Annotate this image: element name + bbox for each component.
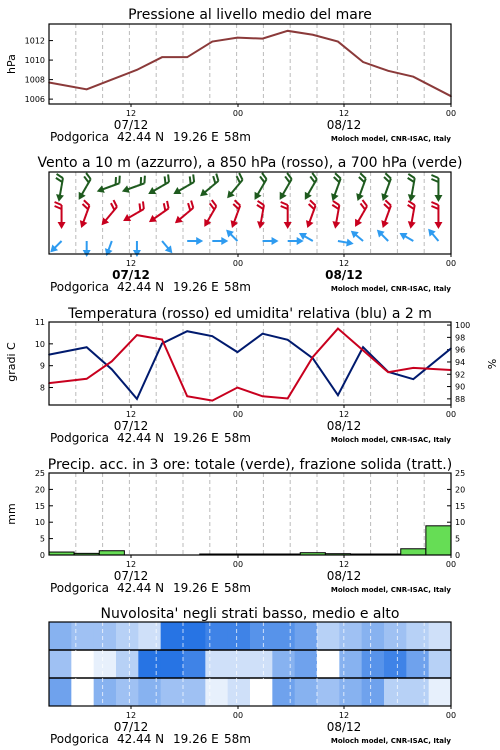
cloud-cell (94, 650, 117, 678)
wind-day-label: 07/12 (112, 268, 150, 282)
precip-model-credit: Moloch model, CNR-ISAC, Italy (330, 586, 451, 594)
wind-barb-feather (431, 206, 438, 209)
humidity-y-tick-label: 94 (455, 357, 466, 367)
wind-barb-feather (281, 206, 288, 209)
wind-barb-tail (137, 183, 145, 186)
temperature-point (237, 387, 239, 389)
temperature-hour-label: 00 (445, 410, 457, 419)
precip-hour-label: 00 (232, 560, 244, 569)
wind-barb-head (276, 192, 286, 202)
pressure-point (161, 56, 163, 58)
wind-barb-tail (388, 205, 391, 213)
wind-barb (212, 237, 228, 245)
cloud-cell (183, 678, 206, 706)
cloud-cell (71, 650, 94, 678)
wind-barb (404, 174, 420, 202)
humidity-y-tick-label: 90 (455, 382, 466, 392)
temperature-y-tick-label: 9 (39, 361, 45, 371)
wind-barb (349, 200, 372, 229)
cloud-day-label: 08/12 (326, 720, 362, 734)
wind-barb-head (352, 219, 362, 229)
cloud-cell (116, 622, 139, 650)
cloud-station-name: Podgorica (50, 732, 109, 746)
temperature-model-credit: Moloch model, CNR-ISAC, Italy (330, 436, 451, 444)
wind-hour-label: 00 (445, 259, 457, 268)
temperature-point (161, 339, 163, 341)
cloud-cell (161, 622, 184, 650)
cloud-hour-label: 12 (125, 711, 137, 720)
cloud-cell (183, 650, 206, 678)
wind-barb-feather (165, 174, 171, 182)
temperature-y-tick-label: 8 (39, 383, 45, 393)
wind-barb-head (397, 230, 407, 240)
wind-barb (351, 173, 371, 202)
precip-y-tick-label: 15 (34, 501, 45, 511)
wind-barb (374, 227, 391, 244)
pressure-point (237, 37, 239, 39)
temperature-y-tick-label: 10 (34, 339, 45, 349)
cloud-station-lat: 42.44 N (117, 732, 165, 746)
wind-barb-head (331, 221, 340, 229)
wind-barb-feather (408, 174, 415, 178)
temperature-station-alt: 58m (224, 431, 251, 445)
wind-barb (170, 201, 198, 227)
pressure-model-credit: Moloch model, CNR-ISAC, Italy (330, 135, 451, 143)
wind-barb-head (407, 221, 416, 229)
wind-barb-head (196, 237, 203, 245)
cloud-cell (339, 622, 362, 650)
cloud-cell (161, 650, 184, 678)
cloud-cell (138, 678, 161, 706)
cloud-model-credit: Moloch model, CNR-ISAC, Italy (330, 737, 451, 745)
humidity-point (337, 394, 339, 396)
cloud-cell (362, 650, 385, 678)
wind-barb (170, 174, 199, 197)
temperature-point (413, 367, 415, 369)
cloud-cell (49, 650, 72, 678)
wind-barb-tail (313, 205, 316, 213)
wind-barb-feather (140, 201, 146, 209)
pressure-title: Pressione al livello medio del mare (128, 7, 372, 23)
pressure-point (387, 70, 389, 72)
temperature-point (312, 356, 314, 358)
wind-barb (431, 175, 442, 202)
wind-barb-head (407, 194, 416, 202)
wind-barb (299, 173, 322, 202)
wind-barb (120, 201, 149, 224)
wind-hour-label: 12 (125, 259, 137, 268)
wind-hour-label: 00 (232, 259, 244, 268)
wind-model-credit: Moloch model, CNR-ISAC, Italy (330, 285, 451, 293)
cloud-cell (384, 678, 407, 706)
precip-y-axis-label: mm (5, 503, 18, 525)
cloud-cell (116, 678, 139, 706)
cloud-cell (183, 622, 206, 650)
temperature-point (212, 400, 214, 402)
pressure-point (287, 30, 289, 32)
temperature-line (49, 329, 451, 401)
wind-barb (96, 200, 122, 228)
wind-barb (425, 226, 441, 243)
pressure-point (186, 56, 188, 58)
pressure-station-lon: 19.26 E (173, 130, 219, 144)
wind-barb-feather (56, 174, 63, 178)
temperature-point (136, 334, 138, 336)
temperature-point (337, 328, 339, 330)
precip-bar (426, 526, 451, 555)
wind-barb (431, 202, 442, 229)
wind-barb-feather (191, 174, 197, 182)
pressure-point (362, 61, 364, 63)
humidity-y-tick-label: 100 (455, 321, 471, 331)
wind-barb-head (55, 194, 64, 202)
precip-y-tick-label-right: 15 (455, 501, 466, 511)
wind-barb (145, 201, 173, 225)
cloud-cell (228, 678, 251, 706)
precip-day-label: 08/12 (326, 569, 362, 583)
temperature-point (186, 395, 188, 397)
precip-hour-label: 12 (125, 560, 137, 569)
precip-y-tick-label: 20 (34, 485, 45, 495)
wind-barb-head (95, 185, 104, 195)
pressure-y-tick-label: 1006 (24, 95, 45, 105)
wind-barb (94, 176, 123, 196)
pressure-line (49, 31, 451, 96)
temperature-station-lat: 42.44 N (117, 431, 165, 445)
cloud-cell (339, 678, 362, 706)
wind-barb-tail (363, 178, 366, 186)
humidity-point (362, 346, 364, 348)
humidity-y-tick-label: 92 (455, 370, 466, 380)
cloud-station-lon: 19.26 E (173, 732, 219, 746)
humidity-line (49, 331, 451, 399)
wind-barb-head (121, 185, 130, 195)
wind-hour-label: 12 (338, 259, 350, 268)
cloud-cell (49, 622, 72, 650)
pressure-y-axis-label: hPa (5, 54, 18, 74)
cloud-cell (71, 622, 94, 650)
precip-station-alt: 58m (224, 581, 251, 595)
precip-y-tick-label-right: 20 (455, 485, 466, 495)
humidity-point (237, 351, 239, 353)
humidity-point (262, 333, 264, 335)
cloud-cell (362, 678, 385, 706)
precip-y-tick-label: 10 (34, 518, 45, 528)
wind-barb (274, 173, 297, 202)
pressure-day-label: 08/12 (326, 118, 362, 132)
precip-y-tick-label: 25 (34, 469, 45, 478)
wind-barb (187, 237, 203, 245)
cloud-cell (429, 622, 452, 650)
cloud-cell (272, 650, 295, 678)
wind-barb-feather (408, 201, 415, 205)
cloud-cell (295, 622, 318, 650)
precip-y-tick-label-right: 10 (455, 518, 466, 528)
wind-barb (120, 176, 149, 196)
cloud-cell (94, 678, 117, 706)
cloud-cell (205, 650, 228, 678)
wind-barb (326, 173, 346, 202)
wind-barb-tail (112, 183, 120, 186)
pressure-point (312, 34, 314, 36)
pressure-point (337, 41, 339, 43)
temperature-day-label: 07/12 (113, 419, 149, 433)
cloud-cell (49, 678, 72, 706)
precip-y-tick-label: 0 (39, 551, 45, 560)
cloud-hour-label: 12 (338, 711, 350, 720)
precip-y-tick-label-right: 5 (455, 534, 461, 544)
wind-station-lon: 19.26 E (173, 280, 219, 294)
wind-barb (47, 238, 64, 255)
wind-barb-head (58, 222, 66, 229)
wind-barb-feather (117, 176, 122, 184)
cloud-cell (406, 678, 429, 706)
wind-barb (83, 241, 91, 257)
precip-frame (49, 473, 451, 555)
cloud-cell (250, 622, 273, 650)
humidity-point (212, 335, 214, 337)
temperature-hour-label: 12 (338, 410, 350, 419)
wind-barb-head (146, 187, 156, 197)
humidity-point (287, 339, 289, 341)
wind-barb-tail (237, 205, 240, 213)
wind-barb-tail (263, 205, 264, 213)
temperature-point (387, 371, 389, 373)
humidity-y-tick-label: 88 (455, 394, 466, 404)
wind-barb (337, 237, 354, 248)
cloud-title: Nuvolosita' negli strati basso, medio e alto (100, 606, 400, 622)
cloud-station-alt: 58m (224, 732, 251, 746)
humidity-point (413, 378, 415, 380)
temperature-title: Temperatura (rosso) ed umidita' relativa (blu) a 2 m (68, 306, 432, 322)
wind-barb (404, 201, 420, 229)
wind-barb-head (284, 222, 292, 229)
wind-barb (397, 230, 415, 245)
pressure-day-label: 07/12 (113, 118, 149, 132)
wind-barb (249, 173, 272, 202)
wind-barb-tail (62, 178, 63, 186)
temperature-point (287, 398, 289, 400)
cloud-hour-label: 00 (445, 711, 457, 720)
cloud-cell (429, 650, 452, 678)
cloud-cell (228, 650, 251, 678)
wind-barb-head (171, 187, 181, 197)
cloud-cell (250, 650, 273, 678)
wind-barb-feather (431, 175, 438, 178)
cloud-cell (94, 622, 117, 650)
wind-barb-tail (413, 178, 414, 186)
wind-barb-tail (413, 205, 414, 213)
pressure-station-lat: 42.44 N (117, 130, 165, 144)
cloud-cell (272, 678, 295, 706)
wind-barb (159, 238, 175, 255)
humidity-y-tick-label: 96 (455, 345, 466, 355)
cloud-hour-label: 00 (232, 711, 244, 720)
wind-barb-head (434, 222, 442, 229)
wind-barb-head (251, 192, 261, 202)
wind-barb (225, 200, 245, 229)
pressure-y-tick-label: 1010 (24, 56, 45, 66)
pressure-y-tick-label: 1008 (24, 75, 45, 85)
pressure-point (136, 69, 138, 71)
pressure-hour-label: 00 (445, 109, 457, 118)
precip-y-tick-label-right: 0 (455, 551, 461, 560)
pressure-station-alt: 58m (224, 130, 251, 144)
cloud-cell (161, 678, 184, 706)
pressure-point (111, 79, 113, 81)
cloud-cell (250, 678, 273, 706)
temperature-y-tick-label: 11 (34, 318, 45, 327)
wind-barb (376, 173, 396, 202)
wind-barb-feather (431, 202, 438, 205)
precip-day-label: 07/12 (113, 569, 149, 583)
wind-barb-head (434, 195, 442, 202)
wind-barb-head (77, 220, 87, 229)
wind-barb-head (221, 237, 228, 245)
temperature-station-lon: 19.26 E (173, 431, 219, 445)
pressure-point (262, 38, 264, 40)
cloud-cell (384, 622, 407, 650)
wind-station-name: Podgorica (50, 280, 109, 294)
wind-barb (133, 241, 141, 257)
wind-barb (52, 174, 68, 202)
humidity-point (86, 346, 88, 348)
wind-barb-feather (55, 202, 62, 205)
wind-barb (145, 174, 174, 197)
cloud-cell (295, 650, 318, 678)
cloud-cell (384, 650, 407, 678)
wind-barb-tail (338, 205, 339, 213)
cloud-cell (317, 650, 340, 678)
cloud-cell (116, 650, 139, 678)
humidity-point (186, 330, 188, 332)
wind-barb (55, 202, 66, 229)
wind-barb-head (379, 220, 389, 229)
cloud-cell (205, 678, 228, 706)
wind-barb-feather (281, 202, 288, 205)
cloud-cell (406, 622, 429, 650)
wind-barb-tail (388, 178, 391, 186)
wind-barb-feather (332, 201, 339, 205)
pressure-point (86, 89, 88, 91)
precip-title: Precip. acc. in 3 ore: totale (verde), frazione solida (tratt.) (47, 457, 453, 473)
cloud-cell (138, 622, 161, 650)
pressure-point (212, 41, 214, 43)
wind-barb-feather (142, 176, 147, 184)
wind-day-label: 08/12 (325, 268, 363, 282)
wind-station-lat: 42.44 N (117, 280, 165, 294)
wind-barb (263, 237, 279, 245)
precip-hour-label: 12 (338, 560, 350, 569)
precip-hour-label: 00 (445, 560, 457, 569)
precip-station-lat: 42.44 N (117, 581, 165, 595)
wind-frame (49, 172, 451, 254)
humidity-y-tick-label: 98 (455, 333, 466, 343)
wind-barb-head (304, 220, 314, 229)
pressure-station-name: Podgorica (50, 130, 109, 144)
pressure-hour-label: 12 (125, 109, 137, 118)
precip-bar (99, 551, 124, 555)
wind-barb (75, 200, 95, 229)
cloud-cell (406, 650, 429, 678)
cloud-cell (205, 622, 228, 650)
cloud-cell (228, 622, 251, 650)
wind-barb-feather (55, 206, 62, 209)
pressure-point (413, 76, 415, 78)
wind-title: Vento a 10 m (azzurro), a 850 hPa (rosso), a 700 hPa (verde) (37, 155, 463, 171)
temperature-day-label: 08/12 (326, 419, 362, 433)
wind-barb-feather (431, 179, 438, 182)
pressure-hour-label: 12 (338, 109, 350, 118)
wind-barb (328, 201, 344, 229)
temperature-hour-label: 12 (125, 410, 137, 419)
cloud-cell (429, 678, 452, 706)
cloud-day-label: 07/12 (113, 720, 149, 734)
wind-barb-head (103, 248, 113, 257)
humidity-y-axis-label: % (485, 358, 498, 370)
cloud-cell (71, 678, 94, 706)
wind-barb (376, 200, 396, 229)
precip-station-lon: 19.26 E (173, 581, 219, 595)
wind-barb-tail (87, 205, 90, 213)
pressure-frame (49, 24, 451, 104)
wind-barb (222, 173, 248, 201)
cloud-cell (339, 650, 362, 678)
wind-barb-tail (338, 178, 341, 186)
precip-station-name: Podgorica (50, 581, 109, 595)
wind-barb (253, 201, 269, 229)
precip-y-tick-label: 5 (39, 534, 45, 544)
cloud-cell (272, 622, 295, 650)
temperature-point (262, 395, 264, 397)
precip-bar (401, 549, 426, 555)
wind-station-alt: 58m (224, 280, 251, 294)
precip-y-tick-label-right: 25 (455, 469, 466, 478)
temperature-y-axis-label: gradi C (5, 342, 18, 382)
cloud-cell (362, 622, 385, 650)
temperature-point (111, 361, 113, 363)
wind-barb-head (346, 239, 354, 248)
cloud-cell (317, 622, 340, 650)
cloud-cell (317, 678, 340, 706)
wind-barb-head (272, 237, 279, 245)
temperature-hour-label: 00 (232, 410, 244, 419)
cloud-cell (295, 678, 318, 706)
cloud-cell (138, 650, 161, 678)
wind-barb (103, 240, 116, 258)
temperature-point (86, 378, 88, 380)
temperature-station-name: Podgorica (50, 431, 109, 445)
humidity-point (136, 398, 138, 400)
pressure-hour-label: 00 (232, 109, 244, 118)
humidity-point (111, 369, 113, 371)
temperature-point (362, 350, 364, 352)
pressure-y-tick-label: 1012 (24, 36, 45, 46)
